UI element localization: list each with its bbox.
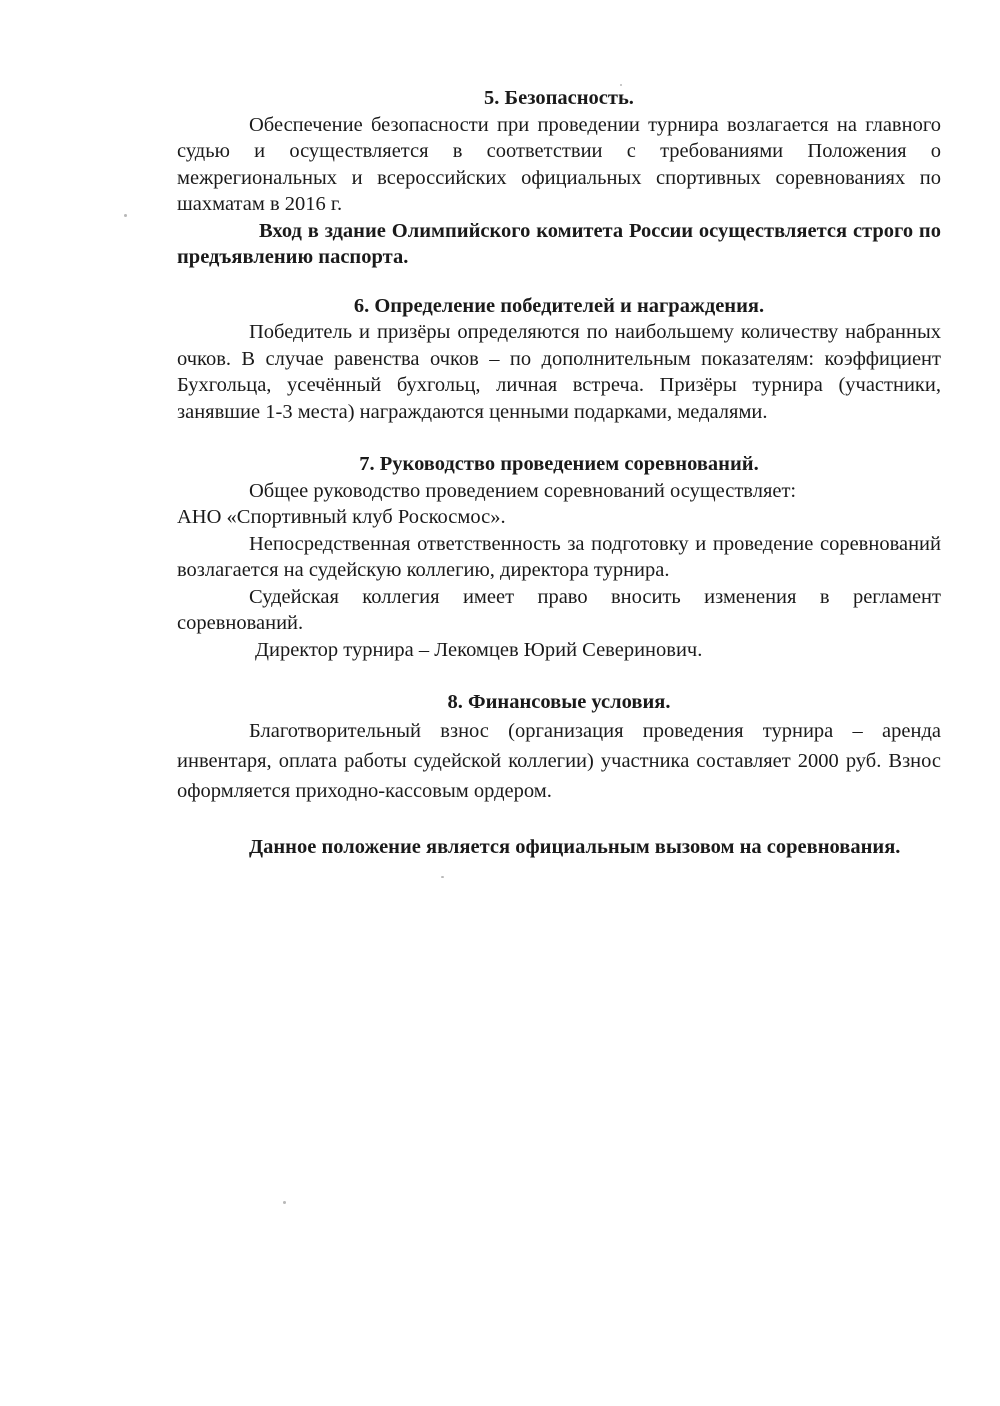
section-8-paragraph-1: Благотворительный взнос (организация проведения турнира – аренда инвентаря, оплата работы судейской коллегии) участника составляет 2000 руб. Взнос оформляется приходно-кассовым ордером. <box>177 719 941 802</box>
scan-speck <box>124 214 127 217</box>
section-7-paragraph-3: Непосредственная ответственность за подготовку и проведение соревнований возлагается на судейскую коллегию, директора турнира. <box>177 532 941 581</box>
closing-statement: Данное положение является официальным вызовом на соревнования. <box>249 835 901 858</box>
section-7-organization: АНО «Спортивный клуб Роскосмос». <box>177 506 506 528</box>
section-7-director: Директор турнира – Лекомцев Юрий Северинович. <box>255 638 703 661</box>
section-6-heading: 6. Определение победителей и награждения. <box>353 294 765 317</box>
section-5-heading: 5. Безопасность. <box>484 87 634 109</box>
section-7-paragraph-1: Общее руководство проведением соревнований осуществляет: <box>249 479 797 502</box>
section-5-paragraph-2: Вход в здание Олимпийского комитета России осуществляется строго по предъявлению паспорта. <box>177 219 941 268</box>
section-7-paragraph-4: Судейская коллегия имеет право вносить изменения в регламент соревнований. <box>177 585 941 634</box>
spacer <box>177 271 941 293</box>
spacer <box>177 425 941 451</box>
section-8-heading: 8. Финансовые условия. <box>447 691 671 713</box>
scan-speck <box>283 1201 286 1204</box>
section-5-paragraph-1: Обеспечение безопасности при проведении турнира возлагается на главного судью и осуществляется в соответствии с требованиями Положения о межрегиональных и всероссийских официальных спортивных соревнованиях по шахматам в 2016 г. <box>177 113 941 215</box>
spacer <box>177 663 941 689</box>
section-6-paragraph-1: Победитель и призёры определяются по наибольшему количеству набранных очков. В случае равенства очков – по дополнительным показателям: коэффициент Бухгольца, усечённый бухгольц, личная встреча. Призёры турнира (участники, занявшие 1-3 места) награждаются ценными подарками, медалями. <box>177 321 941 423</box>
section-7-heading: 7. Руководство проведением соревнований. <box>359 453 759 475</box>
scan-speck <box>441 876 444 878</box>
spacer <box>177 806 941 832</box>
document-page <box>177 85 941 862</box>
scan-speck <box>620 84 622 86</box>
